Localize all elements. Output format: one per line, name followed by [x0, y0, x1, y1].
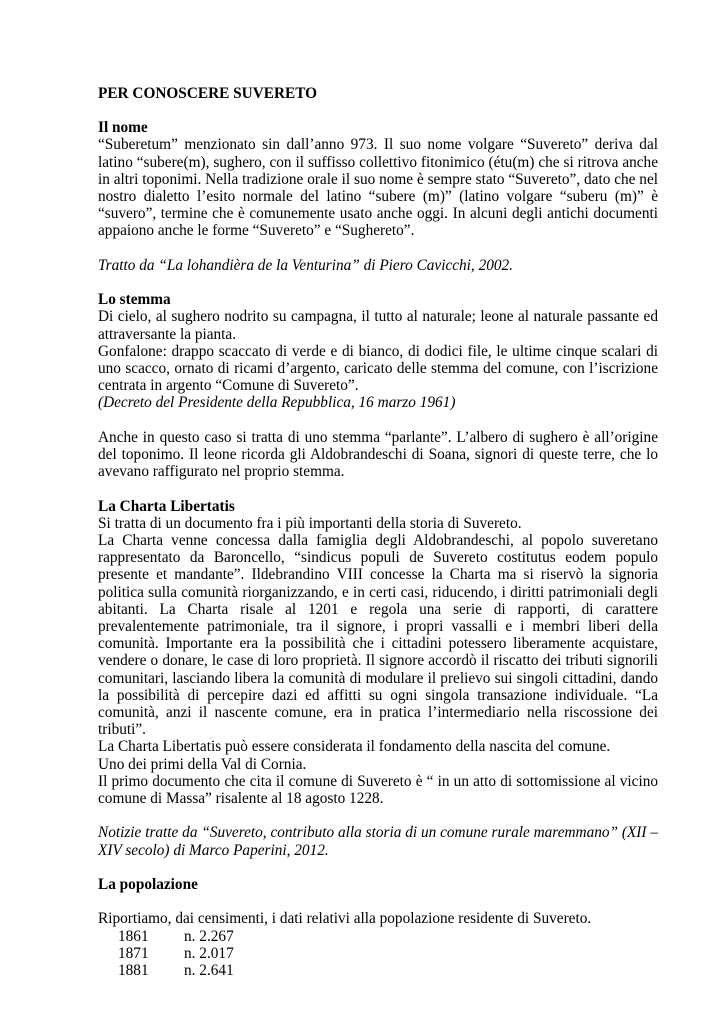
section-heading-charta: La Charta Libertatis — [98, 497, 235, 515]
charta-text-2: La Charta venne concessa dalla famiglia degli Aldobrandeschi, al popolo suveretano rappresentato da Baroncello, “sindicus populi de Suvereto costitutus eodem populo presente et mandante”. Ildebrandino VIII concesse la Charta ma si riservò la signoria politica sulla comunità riorganizzando, e in certi casi, riducendo, i diritti patrimoniali degli abitanti. La Charta risale al 1201 e regola una serie di rapporti, di carattere prevalentemente patrimoniale, tra il signore, i propri vassalli e i membri liberi della comunità. Importante era la possibilità che i cittadini potessero liberamente acquistare, vendere o donare, le case di loro proprietà. Il signore accordò il riscatto dei tributi signorili comunitari, lasciando libera la comunità di modulare il prelievo sui singoli cittadini, dando la possibilità di percepire dazi ed affitti su ogni singola transazione individuale. “La comunità, anzi il nascente comune, era in pratica l’intermediario nella riscossione dei tributi”. — [98, 532, 658, 739]
page-title: PER CONOSCERE SUVERETO — [98, 85, 318, 102]
section-stemma — [98, 291, 658, 480]
table-row — [118, 945, 234, 962]
section-charta — [98, 498, 658, 859]
nome-text: “Suberetum” menzionato sin dall’anno 973. Il suo nome volgare “Suvereto” deriva dal latino “subere(m), sughero, con il suffisso collettivo fitonimico (étu(m) che si ritrova anche in altri toponimi. Nella tradizione orale il suo nome è sempre stato “Suvereto”, dato che nel nostro dialetto l’esito normale del latino “subere (m)” (latino volgare “suberu (m)” è “suvero”, termine che è comunemente usato anche oggi. In alcuni degli antichi documenti appaiono anche le forme “Suvereto” e “Sughereto”. — [98, 136, 658, 240]
population-year: 1871 — [118, 944, 149, 962]
population-year: 1881 — [118, 962, 149, 980]
table-row — [118, 962, 234, 979]
population-table — [118, 928, 234, 980]
section-heading-nome: Il nome — [98, 119, 148, 137]
stemma-text-3: Anche in questo caso si tratta di uno stemma “parlante”. L’albero di sughero è all’origine del toponimo. Il leone ricorda gli Aldobrandeschi di Soana, signori di queste terre, che lo avevano raffigurato nel proprio stemma. — [98, 428, 658, 481]
section-heading-stemma: Lo stemma — [98, 291, 171, 309]
stemma-decree: (Decreto del Presidente della Repubblica, 16 marzo 1961) — [98, 394, 456, 412]
charta-text-1: Si tratta di un documento fra i più importanti della storia di Suvereto. — [98, 514, 522, 532]
popolazione-intro: Riportiamo, dai censimenti, i dati relativi alla popolazione residente di Suvereto. — [98, 910, 592, 928]
section-popolazione — [98, 876, 658, 979]
population-value: n. 2.017 — [184, 944, 234, 962]
population-value: n. 2.267 — [184, 927, 234, 945]
population-value: n. 2.641 — [184, 962, 234, 980]
charta-text-4: Uno dei primi della Val di Cornia. — [98, 755, 307, 773]
stemma-text-1: Di cielo, al sughero nodrito su campagna, il tutto al naturale; leone al naturale passante ed attraversante la pianta. — [98, 308, 658, 343]
charta-source: Notizie tratte da “Suvereto, contributo alla storia di un comune rurale maremmano” (XII – XIV secolo) di Marco Paperini, 2012. — [98, 824, 658, 859]
stemma-text-2: Gonfalone: drappo scaccato di verde e di bianco, di dodici file, le ultime cinque scalari di uno scacco, ornato di ricami d’argento, caricato delle stemma del comune, con l’iscrizione centrata in argento “Comune di Suvereto”. — [98, 342, 658, 395]
charta-text-5: Il primo documento che cita il comune di Suvereto è “ in un atto di sottomissione al vicino comune di Massa” risalente al 18 agosto 1228. — [98, 772, 658, 808]
charta-text-3: La Charta Libertatis può essere considerata il fondamento della nascita del comune. — [98, 738, 611, 756]
section-heading-popolazione: La popolazione — [98, 876, 198, 894]
table-row — [118, 928, 234, 945]
section-nome — [98, 119, 658, 274]
nome-source: Tratto da “La lohandièra de la Venturina” di Piero Cavicchi, 2002. — [98, 256, 514, 274]
document-body — [98, 85, 658, 979]
population-year: 1861 — [118, 927, 149, 945]
